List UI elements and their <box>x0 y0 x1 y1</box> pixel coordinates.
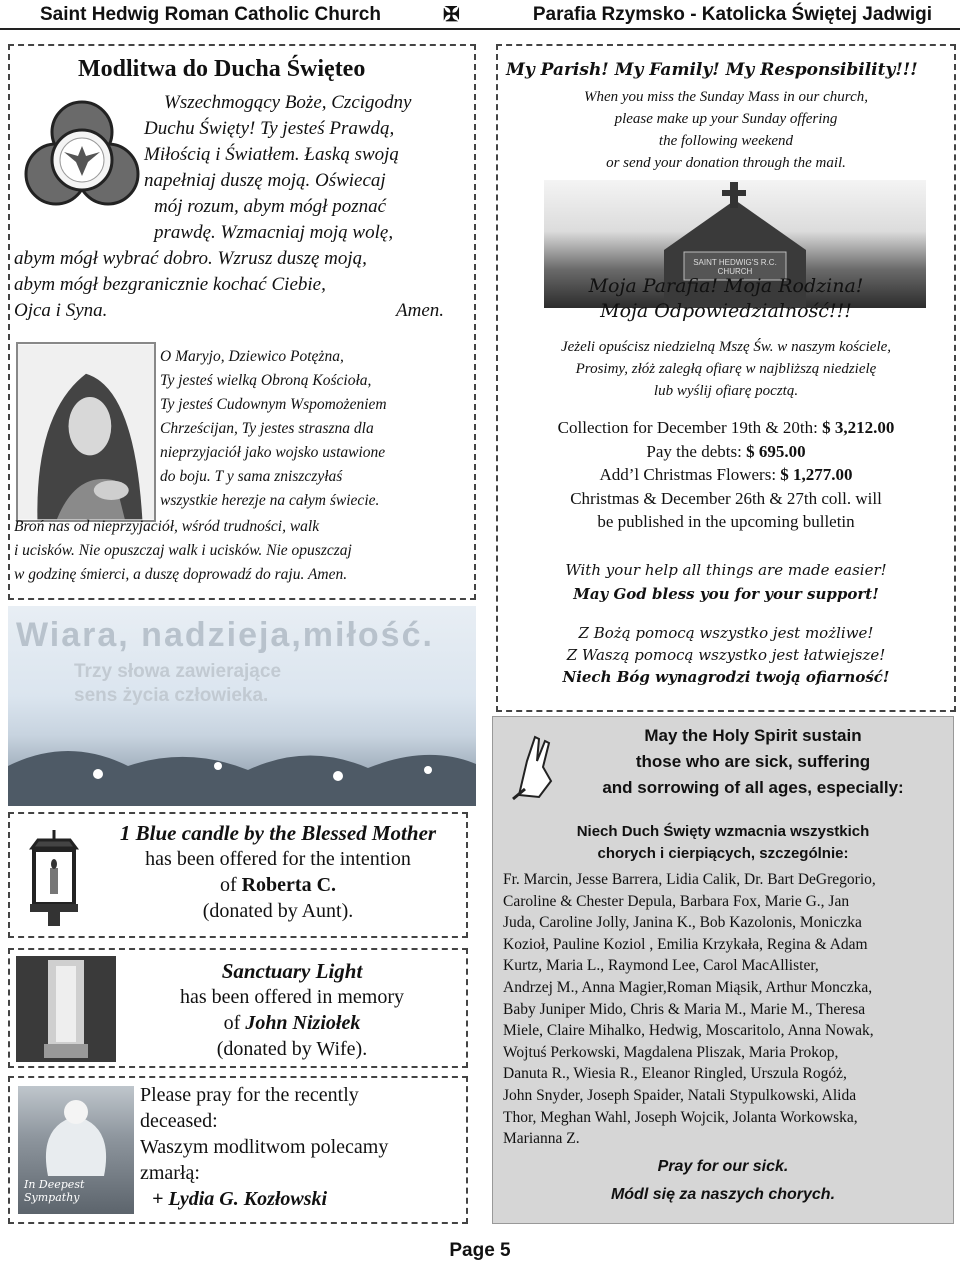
holy-spirit-prayer-box <box>8 44 476 600</box>
mary-prayer-line: wszystkie herezje na całym świecie. <box>160 492 380 509</box>
sanctuary-light-box <box>8 948 468 1068</box>
mary-prayer-line: Chrześcijan, Ty jestes straszna dla <box>160 420 374 437</box>
sick-names-line: Caroline & Chester Depula, Barbara Fox, Marie G., Jan <box>503 892 850 910</box>
prayer-title: Modlitwa do Ducha Święteo <box>78 56 366 82</box>
prayer-line: napełniaj duszę moją. Oświecaj <box>144 170 386 191</box>
prayer-line: Ojca i Syna. <box>14 300 108 321</box>
sick-title-line: and sorrowing of all ages, especially: <box>602 778 904 797</box>
sick-names-line: Andrzej M., Anna Magier,Roman Miąsik, Arthur Monczka, <box>503 978 873 996</box>
deceased-name: + Lydia G. Kozłowski <box>152 1188 328 1210</box>
sick-names-line: John Snyder, Joseph Spaider, Natali Stypulkowski, Alida <box>503 1086 857 1104</box>
mary-prayer-line: i ucisków. Nie opuszczaj walk i ucisków. Nie opuszczaj <box>14 542 352 559</box>
parish-title-pl: Moja Odpowiedzialność!!! <box>600 300 852 322</box>
page-number: Page 5 <box>449 1240 511 1261</box>
sanctuary-lamp-image <box>16 956 116 1062</box>
mary-prayer-line: do boju. T y sama zniszczyłaś <box>160 468 343 485</box>
parish-title-en: My Parish! My Family! My Responsibility!!! <box>506 60 918 80</box>
parish-en-line: please make up your Sunday offering <box>614 111 838 127</box>
help-line: May God bless you for your support! <box>573 585 879 603</box>
candle-line: has been offered for the intention <box>145 848 411 870</box>
sick-names-line: Marianna Z. <box>503 1130 580 1148</box>
deceased-line: zmarłą: <box>140 1162 200 1184</box>
collection-amount: $ 695.00 <box>746 441 806 461</box>
sick-names-line: Miele, Claire Mihalko, Hedwig, Moscaritolo, Anna Nowak, <box>503 1022 874 1040</box>
sick-names-line: Kurtz, Maria L., Raymond Lee, Carol MacAllister, <box>503 957 819 975</box>
prayer-line: mój rozum, abym mógł poznać <box>154 196 387 217</box>
sick-pl-title: Niech Duch Święty wzmacnia wszystkich <box>576 823 870 840</box>
deceased-box <box>8 1076 468 1224</box>
holy-spirit-dove-icon <box>22 94 142 214</box>
pl-help-line: Z Bożą pomocą wszystko jest możliwe! <box>578 624 874 642</box>
collection-label: Pay the debts: <box>646 441 747 461</box>
deceased-line: deceased: <box>140 1110 218 1132</box>
collection-note: be published in the upcoming bulletin <box>597 512 855 531</box>
sanctuary-line: has been offered in memory <box>180 986 404 1008</box>
collection-label: Add’l Christmas Flowers: <box>599 465 781 484</box>
sick-names-line: Danuta R., Wiesia R., Eleanor Ringled, Urszula Rogóż, <box>503 1065 847 1083</box>
candle-line: of <box>219 874 242 896</box>
sympathy-angel-image <box>18 1086 134 1214</box>
parish-pl-line: Jeżeli opuścisz niedzielną Mszę Św. w naszym kościele, <box>560 339 892 355</box>
pine-branches-decoration <box>8 726 476 806</box>
faith-hope-love-image <box>8 606 476 806</box>
page-header <box>0 0 960 30</box>
sick-names-line: Juda, Caroline Jolly, Janina K., Bob Kazolonis, Moniczka <box>503 914 862 932</box>
virgin-mary-image <box>16 342 156 522</box>
collection-amount: $ 1,277.00 <box>780 465 853 484</box>
sanctuary-line: of <box>223 1012 246 1034</box>
help-line: With your help all things are made easier! <box>565 561 887 579</box>
parish-en-line: When you miss the Sunday Mass in our church, <box>584 89 868 105</box>
prayer-line: Wszechmogący Boże, Czcigodny <box>164 92 412 113</box>
cross-icon: ✠ <box>443 4 460 26</box>
sanctuary-light-title: Sanctuary Light <box>221 959 363 983</box>
sick-names-line: Baby Juniper Mido, Chris & Maria M., Marie M., Theresa <box>503 1000 866 1018</box>
prayer-line: Miłością i Światłem. Łaską swoją <box>144 144 399 165</box>
mary-prayer-line: w godzinę śmierci, a duszę doprowadź do raju. Amen. <box>14 566 348 583</box>
collection-label: Collection for December 19th & 20th: <box>557 418 823 437</box>
parish-en-line: or send your donation through the mail. <box>606 155 846 171</box>
deceased-line: Please pray for the recently <box>140 1084 359 1106</box>
wiara-subtitle: Trzy słowa zawierające sens życia człowieka. <box>74 661 282 706</box>
prayers-for-sick-box <box>492 716 954 1224</box>
sick-title-line: May the Holy Spirit sustain <box>644 726 862 745</box>
collection-note: Christmas & December 26th & 27th coll. will <box>570 488 882 508</box>
pl-help-line: Z Waszą pomocą wszystko jest łatwiejsze! <box>566 646 886 664</box>
prayer-line: prawdę. Wzmacniaj moją wolę, <box>154 222 394 243</box>
parish-pl-line: lub wyślij ofiarę pocztą. <box>653 383 799 399</box>
candle-title: 1 Blue candle by the Blessed Mother <box>119 821 437 845</box>
candle-donor: (donated by Aunt). <box>202 900 354 922</box>
collection-amount: $ 3,212.00 <box>822 418 895 437</box>
parish-responsibility-box <box>496 44 956 712</box>
parish-title-pl: Moja Parafia! Moja Rodzina! <box>588 275 864 297</box>
prayer-line: Duchu Święty! Ty jesteś Prawdą, <box>144 118 395 139</box>
mary-prayer-line: nieprzyjaciół jako wojsko ustawione <box>160 444 386 461</box>
sick-names-line: Kozioł, Pauline Koziol , Emilia Krzykała, Regina & Adam <box>503 935 868 953</box>
candle-intention-name: Roberta C. <box>241 874 337 896</box>
pl-help-line: Niech Bóg wynagrodzi twoją ofiarność! <box>562 668 890 686</box>
mary-prayer-line: Ty jesteś Cudownym Wspomożeniem <box>160 396 387 413</box>
sick-names-line: Wojtuś Perkowski, Magdalena Pliszak, Maria Prokop, <box>503 1043 839 1061</box>
sick-footer-pl: Módl się za naszych chorych. <box>610 1186 836 1203</box>
sick-footer-en: Pray for our sick. <box>657 1158 789 1175</box>
parish-en-line: the following weekend <box>658 133 794 149</box>
prayer-amen: Amen. <box>396 300 445 321</box>
sick-title-line: those who are sick, suffering <box>635 752 871 771</box>
mary-prayer-line: Broń nas od nieprzyjaciół, wśród trudności, walk <box>14 518 320 535</box>
sympathy-caption: In Deepest Sympathy <box>24 1178 85 1204</box>
sanctuary-donor: (donated by Wife). <box>216 1038 368 1060</box>
deceased-line: Waszym modlitwom polecamy <box>140 1136 389 1158</box>
church-name-pl: Parafia Rzymsko - Katolicka Świętej Jadwigi <box>532 4 932 25</box>
church-name-en: Saint Hedwig Roman Catholic Church <box>40 4 381 25</box>
prayer-line: abym mógł wybrać dobro. Wzrusz duszę moją, <box>14 248 367 269</box>
sick-pl-title: chorych i cierpiących, szczególnie: <box>597 845 849 862</box>
church-sign: SAINT HEDWIG'S R.C. CHURCH <box>693 258 777 276</box>
mary-prayer-line: O Maryjo, Dziewico Potężna, <box>160 348 344 365</box>
mary-prayer-line: Ty jesteś wielką Obroną Kościoła, <box>160 372 372 389</box>
blue-candle-box <box>8 812 468 938</box>
parish-pl-line: Prosimy, złóż zaległą ofiarę w najbliższą niedzielę <box>575 361 877 377</box>
angel-icon <box>18 1086 134 1186</box>
sick-names-line: Fr. Marcin, Jesse Barrera, Lidia Calik, Dr. Bart DeGregorio, <box>503 871 876 888</box>
prayer-line: abym mógł bezgranicznie kochać Ciebie, <box>14 274 326 295</box>
lantern-icon <box>18 828 90 928</box>
sanctuary-memory-name: John Niziołek <box>245 1012 361 1034</box>
wiara-title: Wiara, nadzieja,miłość. <box>16 616 434 654</box>
sick-names-line: Thor, Meghan Wahl, Joseph Wojcik, Jolanta Workowska, <box>503 1108 858 1126</box>
